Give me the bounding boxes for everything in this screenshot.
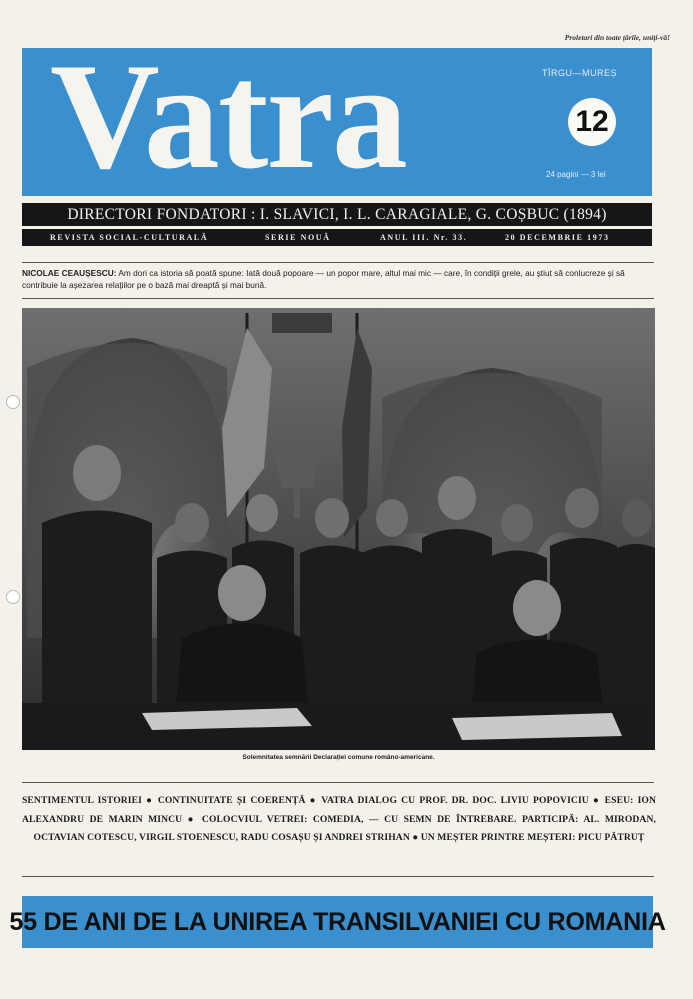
issue-date: 20 DECEMBRIE 1973	[505, 233, 610, 242]
binder-hole	[6, 590, 20, 604]
divider	[22, 262, 654, 263]
pages-price-label: 24 pagini — 3 lei	[546, 170, 606, 179]
year-number-label: ANUL III. Nr. 33.	[380, 233, 468, 242]
headline-banner: 55 DE ANI DE LA UNIREA TRANSILVANIEI CU ROMANIA	[22, 896, 653, 948]
motto: Proletari din toate țările, uniți-vă!	[564, 33, 670, 42]
city-label: TÎRGU—MUREȘ	[542, 68, 617, 78]
divider	[22, 876, 654, 877]
divider	[22, 782, 654, 783]
binder-hole	[6, 395, 20, 409]
series-label: SERIE NOUĂ	[265, 233, 331, 242]
photo-caption: Solemnitatea semnării Declarației comune româno-americane.	[242, 754, 435, 761]
masthead	[22, 48, 652, 196]
publication-type: REVISTA SOCIAL-CULTURALĂ	[50, 233, 209, 242]
quote-block	[22, 268, 652, 291]
cover-photo	[22, 308, 655, 750]
issue-info-bar	[22, 229, 652, 246]
signing-ceremony-photo	[22, 308, 655, 750]
quote-text: Am dori ca istoria să poată spune: Iată două popoare — un popor mare, altul mai mic — care, în condiții grele, au știut să conlucreze și să contribuie la așezarea relațiilor pe o bază mai dreaptă și mai bună.	[22, 268, 625, 290]
divider	[22, 298, 654, 299]
quote-author: NICOLAE CEAUȘESCU:	[22, 268, 117, 278]
issue-number-badge: 12	[568, 98, 616, 146]
table-of-contents: SENTIMENTUL ISTORIEI ● CONTINUITATE ȘI COERENȚĂ ● VATRA DIALOG CU PROF. DR. DOC. LIVIU POPOVICIU ● ESEU: ION ALEXANDRU DE MARIN MINCU ● COLOCVIUL VETREI: COMEDIA, — CU SEMN DE ÎNTREBARE. PARTICIPĂ: AL. MIRODAN, OCTAVIAN COTESCU, VIRGIL STOENESCU, RADU COSAȘU ȘI ANDREI STRIHAN ● UN MEȘTER PRINTRE MEȘTERI: PICU PĂTRUȚ	[22, 795, 656, 843]
magazine-logo: Vatra	[50, 48, 406, 196]
founders-bar: DIRECTORI FONDATORI : I. SLAVICI, I. L. CARAGIALE, G. COȘBUC (1894)	[22, 203, 652, 226]
